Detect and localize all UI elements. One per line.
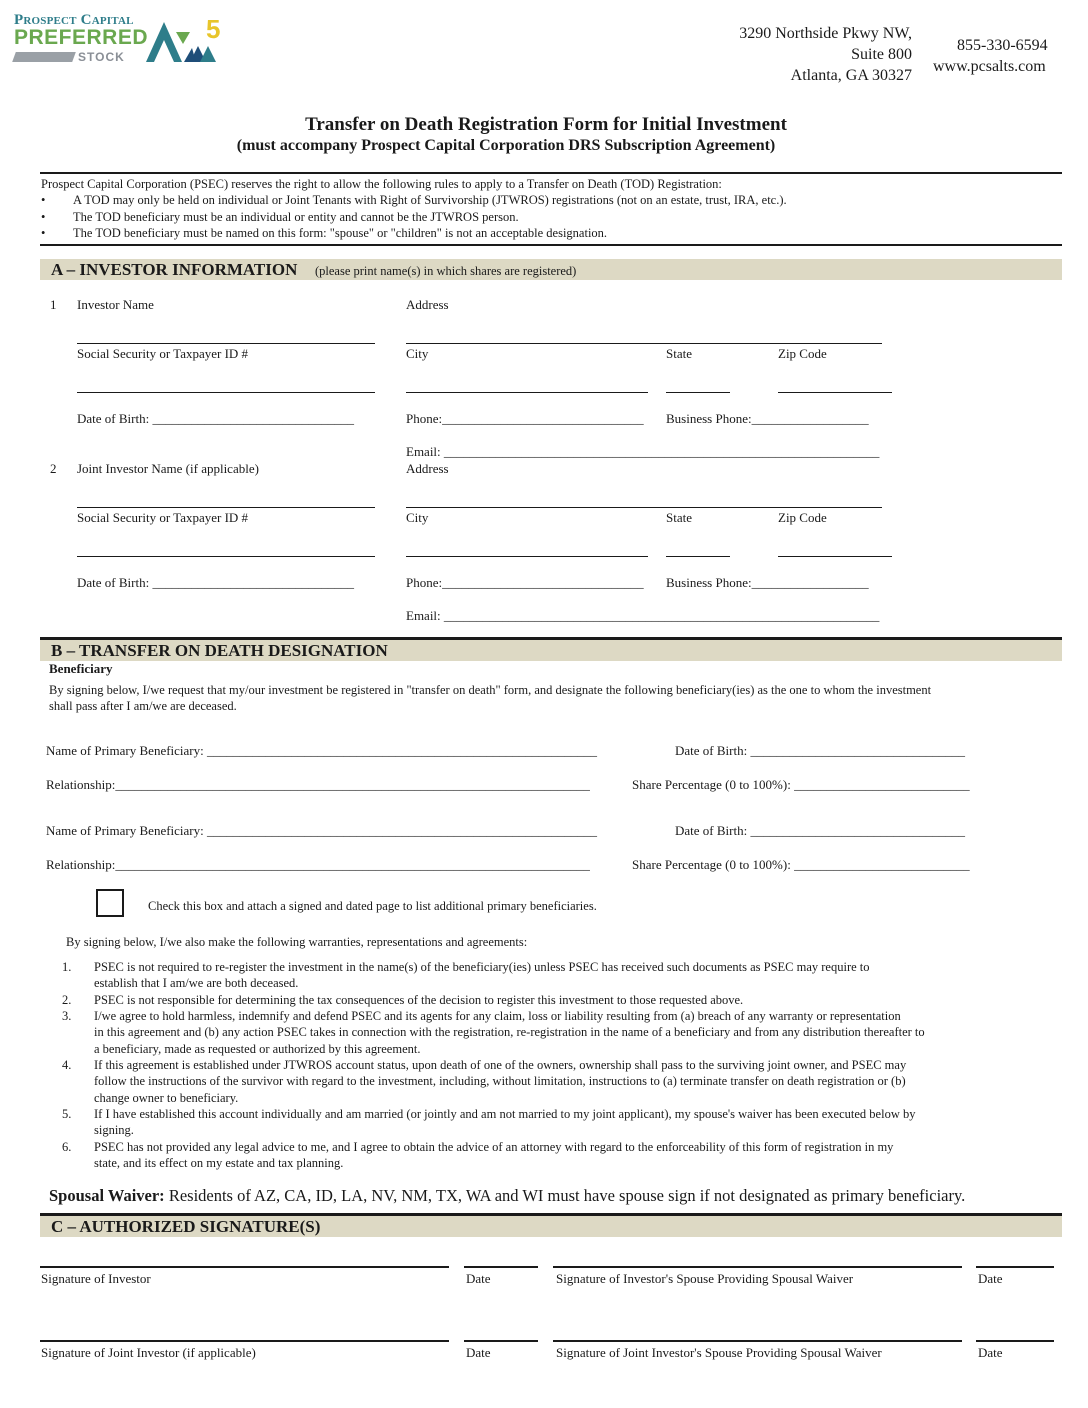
warranties-lead: By signing below, I/we also make the following warranties, representations and agreements: — [66, 935, 528, 949]
investor-1-address-field[interactable] — [406, 343, 882, 344]
investor-date-label: Date — [466, 1271, 491, 1286]
investor-2-name-label: Joint Investor Name (if applicable) — [77, 461, 259, 476]
investor-2-dob-field[interactable]: Date of Birth: _______________________________ — [77, 575, 354, 590]
beneficiary-2-name-field[interactable]: Name of Primary Beneficiary: ____________________________________________________________ — [46, 823, 597, 838]
section-b-lead-1: By signing below, I/we request that my/our investment be registered in "transfer on death" form, and designate the following beneficiary(ies) as the one to whom the investment — [49, 683, 932, 697]
beneficiary-2-relationship-field[interactable]: Relationship:_________________________________________________________________________ — [46, 857, 590, 872]
address-line-3: Atlanta, GA 30327 — [790, 67, 912, 84]
investor-1-zip-label: Zip Code — [778, 346, 827, 361]
joint-spouse-date-label: Date — [978, 1345, 1003, 1360]
investor-1-address-label: Address — [406, 297, 449, 312]
beneficiary-2-dob-field[interactable]: Date of Birth: _________________________________ — [675, 823, 965, 838]
investor-2-state-label: State — [666, 510, 692, 525]
spousal-waiver-text: Residents of AZ, CA, ID, LA, NV, NM, TX, WA and WI must have spouse sign if not designated as primary beneficiary. — [168, 1186, 966, 1205]
warranty-number: 5. — [62, 1107, 72, 1121]
spousal-waiver-notice — [49, 1186, 965, 1206]
section-b-title: B – TRANSFER ON DEATH DESIGNATION — [51, 641, 388, 660]
section-b-lead-2: shall pass after I am/we are deceased. — [49, 699, 237, 713]
form-title: Transfer on Death Registration Form for Initial Investment — [305, 114, 787, 135]
investor-2-zip-field[interactable] — [778, 556, 892, 557]
investor-2-phone-field[interactable]: Phone:_______________________________ — [406, 575, 644, 590]
investor-2-state-field[interactable] — [666, 556, 730, 557]
warranty-text: follow the instructions of the survivor with regard to the investment, including, without limitation, instructions to (a) terminate transfer on death registration or (b) — [94, 1074, 906, 1089]
investor-1-business-phone-field[interactable]: Business Phone:__________________ — [666, 411, 869, 426]
beneficiary-label: Beneficiary — [49, 661, 113, 676]
bullet-icon: • — [41, 193, 46, 207]
investor-1-name-field[interactable] — [77, 343, 375, 344]
joint-date-label: Date — [466, 1345, 491, 1360]
investor-2-name-field[interactable] — [77, 507, 375, 508]
investor-signature-date-field[interactable] — [464, 1266, 538, 1268]
section-c-title: C – AUTHORIZED SIGNATURE(S) — [51, 1217, 321, 1236]
bullet-icon: • — [41, 210, 46, 224]
intro-bullet-3: The TOD beneficiary must be named on this form: "spouse" or "children" is not an acceptable designation. — [73, 226, 608, 240]
spousal-waiver-label: Spousal Waiver: — [49, 1186, 165, 1205]
beneficiary-1-name-field[interactable]: Name of Primary Beneficiary: ____________________________________________________________ — [46, 743, 597, 758]
beneficiary-1-relationship-field[interactable]: Relationship:_________________________________________________________________________ — [46, 777, 590, 792]
joint-signature-date-field[interactable] — [464, 1340, 538, 1342]
warranty-text: state, and its effect on my estate and tax planning. — [94, 1156, 344, 1171]
warranty-text: If this agreement is established under JTWROS account status, upon death of one of the owners, ownership shall pass to the surviving joint owner, and PSEC may — [94, 1058, 907, 1072]
intro-divider — [40, 244, 1062, 246]
bullet-icon: • — [41, 226, 46, 240]
investor-1-dob-field[interactable]: Date of Birth: _______________________________ — [77, 411, 354, 426]
intro-bullet-1: A TOD may only be held on individual or Joint Tenants with Right of Survivorship (JTWROS) registrations (not on an estate, trust, IRA, etc.). — [73, 193, 787, 207]
contact-web: www.pcsalts.com — [933, 58, 1046, 75]
investor-spouse-signature-field[interactable] — [553, 1266, 962, 1268]
joint-signature-label: Signature of Joint Investor (if applicable) — [41, 1345, 256, 1360]
investor-2-number: 2 — [50, 461, 57, 476]
warranty-number: 1. — [62, 960, 72, 974]
contact-phone: 855-330-6594 — [957, 37, 1048, 54]
joint-signature-field[interactable] — [40, 1340, 449, 1342]
section-a-title: A – INVESTOR INFORMATION — [51, 260, 298, 279]
warranty-text: change owner to beneficiary. — [94, 1090, 239, 1105]
investor-1-email-field[interactable]: Email: ___________________________________________________________________ — [406, 444, 880, 459]
warranty-text: PSEC has not provided any legal advice to me, and I agree to obtain the advice of an attorney with regard to the enforceability of this form of registration in my — [94, 1140, 894, 1154]
investor-signature-field[interactable] — [40, 1266, 449, 1268]
joint-spouse-date-field[interactable] — [976, 1340, 1054, 1342]
warranty-number: 6. — [62, 1140, 72, 1154]
warranty-number: 4. — [62, 1058, 72, 1072]
joint-spouse-signature-label: Signature of Joint Investor's Spouse Providing Spousal Waiver — [556, 1345, 882, 1360]
warranty-text: PSEC is not responsible for determining the tax consequences of the decision to register this investment to those requested above. — [94, 993, 744, 1007]
address-line-2: Suite 800 — [851, 46, 912, 63]
warranty-number: 3. — [62, 1009, 72, 1023]
section-a-note: (please print name(s) in which shares are registered) — [315, 264, 577, 278]
warranty-number: 2. — [62, 993, 72, 1007]
additional-beneficiaries-label: Check this box and attach a signed and dated page to list additional primary beneficiaries. — [148, 899, 597, 913]
address-line-1: 3290 Northside Pkwy NW, — [739, 25, 912, 42]
investor-1-name-label: Investor Name — [77, 297, 154, 312]
investor-2-ssn-field[interactable] — [77, 556, 375, 557]
investor-spouse-date-label: Date — [978, 1271, 1003, 1286]
joint-spouse-signature-field[interactable] — [553, 1340, 962, 1342]
intro-bullet-2: The TOD beneficiary must be an individual or entity and cannot be the JTWROS person. — [73, 210, 519, 224]
investor-2-address-field[interactable] — [406, 507, 882, 508]
beneficiary-2-share-field[interactable]: Share Percentage (0 to 100%): ___________________________ — [632, 857, 970, 872]
investor-2-address-label: Address — [406, 461, 449, 476]
investor-2-zip-label: Zip Code — [778, 510, 827, 525]
investor-1-city-label: City — [406, 346, 429, 361]
investor-2-business-phone-field[interactable]: Business Phone:__________________ — [666, 575, 869, 590]
investor-1-phone-field[interactable]: Phone:_______________________________ — [406, 411, 644, 426]
warranty-text: signing. — [94, 1123, 134, 1138]
warranty-text: in this agreement and (b) any action PSEC takes in connection with the registration, re-registration in the name of a beneficiary and from any distribution thereafter to — [94, 1025, 925, 1040]
warranty-text: a beneficiary, made as requested or authorized by this agreement. — [94, 1041, 421, 1056]
investor-2-ssn-label: Social Security or Taxpayer ID # — [77, 510, 249, 525]
investor-signature-label: Signature of Investor — [41, 1271, 151, 1286]
investor-1-ssn-label: Social Security or Taxpayer ID # — [77, 346, 249, 361]
investor-1-number: 1 — [50, 297, 57, 312]
investor-spouse-date-field[interactable] — [976, 1266, 1054, 1268]
beneficiary-1-share-field[interactable]: Share Percentage (0 to 100%): ___________________________ — [632, 777, 970, 792]
investor-1-ssn-field[interactable] — [77, 392, 375, 393]
title-divider — [40, 172, 1062, 174]
intro-lead: Prospect Capital Corporation (PSEC) reserves the right to allow the following rules to apply to a Transfer on Death (TOD) Registration: — [41, 177, 722, 191]
investor-spouse-signature-label: Signature of Investor's Spouse Providing Spousal Waiver — [556, 1271, 854, 1286]
investor-1-city-field[interactable] — [406, 392, 648, 393]
warranty-text: I/we agree to hold harmless, indemnify and defend PSEC and its agents for any claim, loss or liability resulting from (a) breach of any warranty or representation — [94, 1009, 901, 1023]
form-subtitle: (must accompany Prospect Capital Corporation DRS Subscription Agreement) — [236, 137, 776, 154]
warranty-text: establish that I am/we are both deceased. — [94, 976, 299, 991]
investor-1-state-label: State — [666, 346, 692, 361]
additional-beneficiaries-checkbox[interactable] — [96, 889, 124, 917]
beneficiary-1-dob-field[interactable]: Date of Birth: _________________________________ — [675, 743, 965, 758]
logo-text-stock: STOCK — [78, 50, 125, 64]
logo-bar — [12, 52, 76, 62]
logo-text-company: Prospect Capital — [14, 12, 134, 28]
warranty-text: If I have established this account individually and am married (or jointly and am not married to my joint applicant), my spouse's waiver has been executed below by — [94, 1107, 916, 1121]
logo-text-preferred: PREFERRED — [14, 26, 149, 49]
investor-2-email-field[interactable]: Email: ___________________________________________________________________ — [406, 608, 880, 623]
logo-badge-5: 5 — [206, 14, 221, 44]
investor-2-city-field[interactable] — [406, 556, 648, 557]
investor-2-city-label: City — [406, 510, 429, 525]
warranty-text: PSEC is not required to re-register the investment in the name(s) of the beneficiary(ies) unless PSEC has received such documents as PSEC may require to — [94, 960, 870, 974]
investor-1-state-field[interactable] — [666, 392, 730, 393]
investor-1-zip-field[interactable] — [778, 392, 892, 393]
